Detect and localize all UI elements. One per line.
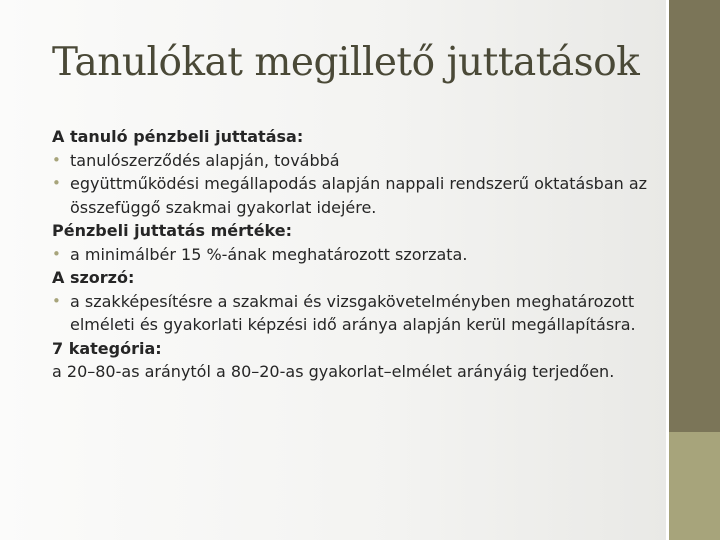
- slide-body: [52, 125, 652, 384]
- category-text: a 20–80-as aránytól a 80–20-as gyakorlat–elmélet arányáig terjedően.: [52, 362, 615, 381]
- section-heading-multiplier: A szorzó:: [52, 268, 135, 287]
- bullet-item: • tanulószerződés alapján, továbbá: [52, 149, 652, 173]
- slide-title: Tanulókat megillető juttatások: [52, 40, 640, 85]
- section-heading-amount: Pénzbeli juttatás mértéke:: [52, 221, 293, 240]
- section-heading-payment: A tanuló pénzbeli juttatása:: [52, 127, 304, 146]
- section-heading-categories: 7 kategória:: [52, 338, 162, 358]
- bullet-item: • a minimálbér 15 %-ának meghatározott szorzata.: [52, 243, 652, 267]
- bullet-item: • együttműködési megállapodás alapján nappali rendszerű oktatásban az összefüggő szakmai gyakorlat idejére.: [52, 172, 652, 219]
- bullet-item: • a szakképesítésre a szakmai és vizsgakövetelményben meghatározott elméleti és gyakorlati képzési idő aránya alapján kerül megállapításra.: [52, 290, 652, 337]
- side-accent-block: [669, 432, 720, 540]
